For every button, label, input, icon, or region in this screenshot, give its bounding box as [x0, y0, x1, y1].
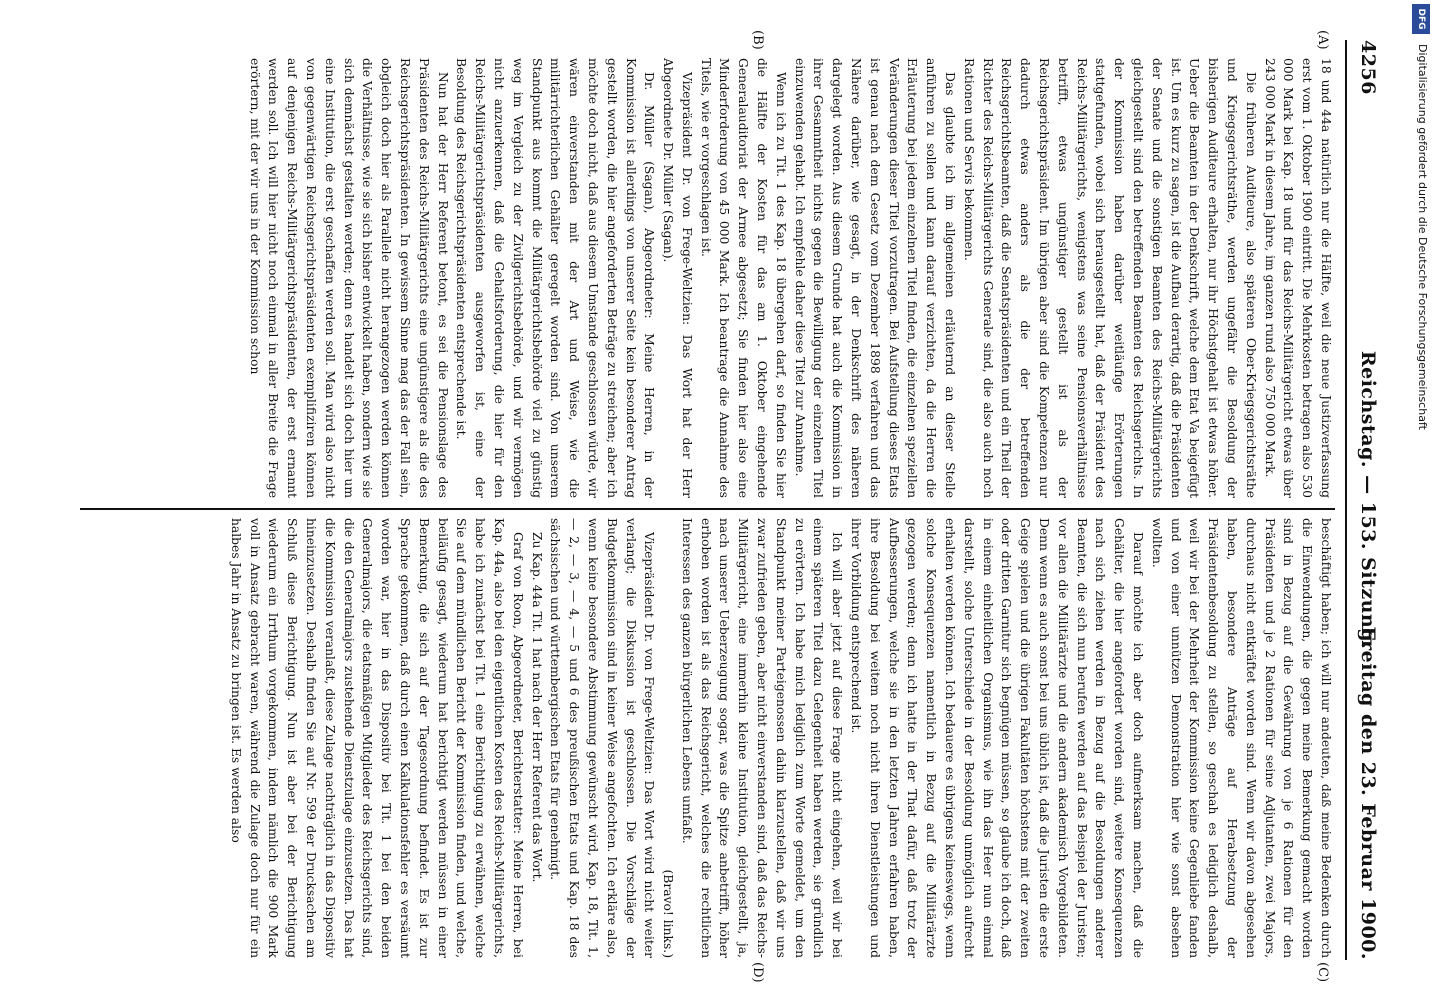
paragraph: Das glaubte ich im allgemeinen erläuternd an dieser Stelle anführen zu sollen und kann darauf verzichten, da die Herren die Erläuterung bei jedem einzelnen Titel finden, die einzelnen speziellen Veränderungen dieser Titel vorzutragen. Bei Aufstellung dieses Etats ist genau nach dem Gesetz vom Dezember 1898 verfahren und das Nähere darüber, wie gesagt, in der Denkschrift des näheren dargelegt worden. Aus diesem Grunde hat auch die Kommission in ihrer Gesammtheit nichts gegen die Bewilligung der einzelnen Titel einzuwenden gehabt. Ich empfehle daher diese Titel zur Annahme. — [792, 58, 958, 498]
speaker-paragraph: Graf von Roon, Abgeordneter, Berichterstatter: Meine Herren, bei Kap. 44a, also bei den eigentlichen Kosten des Reichs-Militärgerichts, habe ich zunächst bei Tit. 1 eine Berichtigung zu erwähnen, welche Sie auf dem mündlichen Bericht der Kommission finden, und welche, beiläufig gesagt, wiederum hat berichtigt werden müssen in einer Bemerkung, die sich auf der Tagesordnung befindet. Es ist zur Sprache gekommen, daß durch einen Kalkulationsfehler es versäumt worden war, hier in das Dispositiv bei Tit. 1 bei den beiden Generalmajors, die etatsmäßigen Mitglieder des Reichsgerichts sind, die den Generalmajors zustehende Dienstzulage einzusetzen. Das hat die Kommission veranlaßt, diese Zulage nachträglich in das Dispositiv hineinzusetzen. Deshalb finden Sie auf Nr. 599 der Drucksachen am Schluß diese Berichtigung. Nun ist aber bei der Berichtigung wiederum ein Irrthum vorgekommen, indem nämlich die 900 Mark voll in Ansatz gebracht waren, während die Zulage doch nur für ein halbes Jahr in Ansatz zu bringen ist. Es werden also — [228, 518, 525, 958]
paragraph: Darauf möchte ich aber doch aufmerksam machen, daß die Gehälter, die hier angefordert worden sind, weitere Konsequenzen nach sich ziehen werden in Bezug auf die Besoldungen anderer Beamten, die sich nun berufen werden auf das Beispiel der Juristen; vor allen die Militärärzte und die andern akademisch Vorgebildeten. Denn wenn es auch sonst bei uns üblich ist, daß die Juristen die erste Geige spielen und die übrigen Fakultäten höchstens mit der zweiten oder dritten Garnitur sich begnügen müssen, so glaube ich doch, daß in einem einheitlichen Organismus, wie ihn das Heer nun einmal darstellt, solche Unterschiede in der Besoldung unmöglich aufrecht erhalten werden können. Ich bedauere es übrigens keineswegs, wenn solche Konsequenzen namentlich in Bezug auf die Militärärzte gezogen werden; denn ich hatte in der That dafür, daß trotz der Aufbesserungen, welche sie in den letzten Jahren erfahren haben, ihre Besoldung bei weitem noch nicht ihren Dienstleistungen und ihrer Vorbildung entsprechend ist. — [849, 518, 1146, 958]
margin-mark-d: (D) — [750, 962, 765, 983]
digitization-credit — [1408, 4, 1434, 994]
paragraph: Nun hat der Herr Referent betont, es sei die Pensionslage des Präsidenten des Reichs-Militärgerichts eine ungünstigere als die des Reichsgerichtspräsidenten. In gewissem Sinne mag das der Fall sein, obgleich doch hier als Parallele nicht herangezogen werden können die Verhältnisse, wie sie sich bisher entwickelt haben, sondern wie sie sich demnächst gestalten werden; denn es handelt sich doch hier um eine Institution, die erst geschaffen werden soll. Man wird also nicht von gegenwärtigen Reichsgerichtspräsidenten exemplifiziren können auf denjenigen Reichs-Militärgerichtspräsidenten, der erst ernannt werden soll. Ich will hier nicht noch einmal in aller Breite die Frage erörtern, mit der wir uns in der Kommission schon — [247, 58, 450, 498]
page-header — [1347, 40, 1387, 960]
left-column — [80, 58, 1335, 498]
dfg-logo: DFG — [1412, 4, 1430, 34]
margin-mark-c: (C) — [1315, 962, 1330, 983]
margin-mark-b: (B) — [750, 30, 765, 50]
speaker-paragraph: Vizepräsident Dr. von Frege-Weltzien: Das Wort wird nicht weiter verlangt; die Diskussion ist geschlossen. Die Vorschläge der Budgetkommission sind in keiner Weise angefochten. Ich erkläre also, wenn keine besondere Abstimmung gewünscht wird, Kap. 18, Tit. 1, — 2, — 3, — 4, — 5 und 6 des preußischen Etats und Kap. 18 des sächsischen und württembergischen Etats für genehmigt. — [548, 518, 657, 958]
speaker-paragraph: Vizepräsident Dr. von Frege-Weltzien: Das Wort hat der Herr Abgeordnete Dr. Müller (Sagan). — [661, 58, 694, 498]
paragraph: Die früheren Auditeure, also späteren Ober-Kriegsgerichtsräthe und Kriegsgerichtsräthe, werden ungefähr die Besoldung der bisherigen Auditeure erhalten, nur ihr Höchstgehalt ist etwas höher. Ueber die Beamten in der Denkschrift, welche dem Etat Va beigefügt ist. Um es kurz zu sagen, ist die Aufbau derartig, daß die Präsidenten der Senate und die sonstigen Beamten des Reichs-Militärgerichts gleichgestellt sind den betreffenden Beamten des Reichsgerichts. In der Kommission haben darüber weitläufige Erörterungen stattgefunden, wobei sich herausgestellt hat, daß der Präsident des Reichs-Militärgerichts, wenigstens was seine Pensionsverhältnisse betrifft, etwas ungünstiger gestellt ist als der Reichsgerichtspräsident. Im übrigen aber sind die Kompetenzen nur dadurch etwas anders als die der betreffenden Reichsgerichtsbeamten, daß die Senatspräsidenten und ein Theil der Richter des Reichs-Militärgerichts Generale sind, die also auch noch Rationen und Servis bekommen. — [961, 58, 1258, 498]
credit-text: Digitalisierung gefördert durch die Deutsche Forschungsgemeinschaft — [1416, 44, 1429, 430]
paragraph: Ich will aber jetzt auf diese Frage nicht eingehen, weil wir bei einem späteren Titel dazu Gelegenheit haben werden, sie gründlich zu erörtern. Ich habe mich lediglich zum Worte gemeldet, um den Standpunkt meiner Parteigenossen dahin klarzustellen, daß wir uns zwar zufrieden geben, aber nicht einverstanden sind, daß das Reichs-Militärgericht, eine immerhin kleine Institution, gleichgestellt, ja, nach unserer Ueberzeugung sogar, was die Spitze anbetrifft, höher erhoben worden ist als das Reichsgericht, welches die rechtlichen Interessen des ganzen bürgerlichen Lebens umfaßt. — [679, 518, 845, 958]
rotated-page — [65, 0, 1405, 1000]
interjection: (Bravo! links.) — [661, 869, 676, 958]
right-column — [80, 518, 1335, 958]
paragraph: 18 und 44a natürlich nur die Hälfte, weil die neue Justizverfassung erst vom 1. Oktober 1900 eintritt. Die Mehrkosten betragen also 530 000 Mark bei Kap. 18 und für das Reichs-Militärgericht etwas über 243 000 Mark in diesem Jahre, im ganzen rund also 750 000 Mark. — [1262, 58, 1333, 498]
speaker-paragraph: Dr. Müller (Sagan), Abgeordneter: Meine Herren, in der Kommission ist allerdings von unserer Seite kein besonderer Antrag gestellt worden, die hier angeforderten Beträge zu streichen; aber ich möchte doch nicht, daß aus diesem Umstande geschlossen würde, wir wären einverstanden mit der Art und Weise, wie die militärrichterlichen Gehälter geregelt worden sind. Von unserem Standpunkt aus kommt die Militärgerichtsbehörde viel zu günstig weg im Vergleich zu der Zivilgerichtsbehörde, und wir vermögen nicht anzuerkennen, daß die Gehaltsforderung, die hier für den Reichs-Militärgerichtspräsidenten ausgeworfen ist, eine der Besoldung des Reichsgerichtspräsidenten entsprechende ist. — [454, 58, 657, 498]
paragraph: Wenn ich zu Tit. 1 des Kap. 18 übergehen darf, so finden Sie hier die Hälfte der Kosten für das am 1. Oktober eingehende Generalauditoriat der Armee abgesetzt; Sie finden hier also eine Minderforderung von 45 000 Mark. Ich beantrage die Annahme des Titels, wie er vorgeschlagen ist. — [698, 58, 788, 498]
paragraph: Zu Kap. 44a Tit. 1 hat nach der Herr Referent das Wort. — [529, 532, 544, 883]
header-rule — [1345, 40, 1347, 960]
margin-mark-a: (A) — [1315, 30, 1330, 50]
page-title: Reichstag. — 153. Sitzung. — [1357, 350, 1379, 650]
page-number: 4256 — [1357, 40, 1379, 95]
session-date: Freitag den 23. Februar 1900. — [1357, 626, 1379, 960]
column-divider — [80, 508, 1335, 510]
paragraph: beschäftigt haben; ich will nur andeuten, daß meine Bedenken durch die Einwendungen, die gegen meine Bemerkung gemacht worden sind in Bezug auf die Gewährung von je 6 Rationen für den Präsidenten und je 2 Rationen für seine Adjutanten, zwei Majors, durchaus nicht entkräftet worden sind. Wenn wir davon abgesehen haben, besondere Anträge auf Herabsetzung der Präsidentenbesoldung zu stellen, so geschah es lediglich deshalb, weil wir bei der Mehrheit der Kommission keine Gegenliebe fanden und von einer unnützen Demonstration hier wie sonst absehen wollten. — [1149, 518, 1333, 958]
